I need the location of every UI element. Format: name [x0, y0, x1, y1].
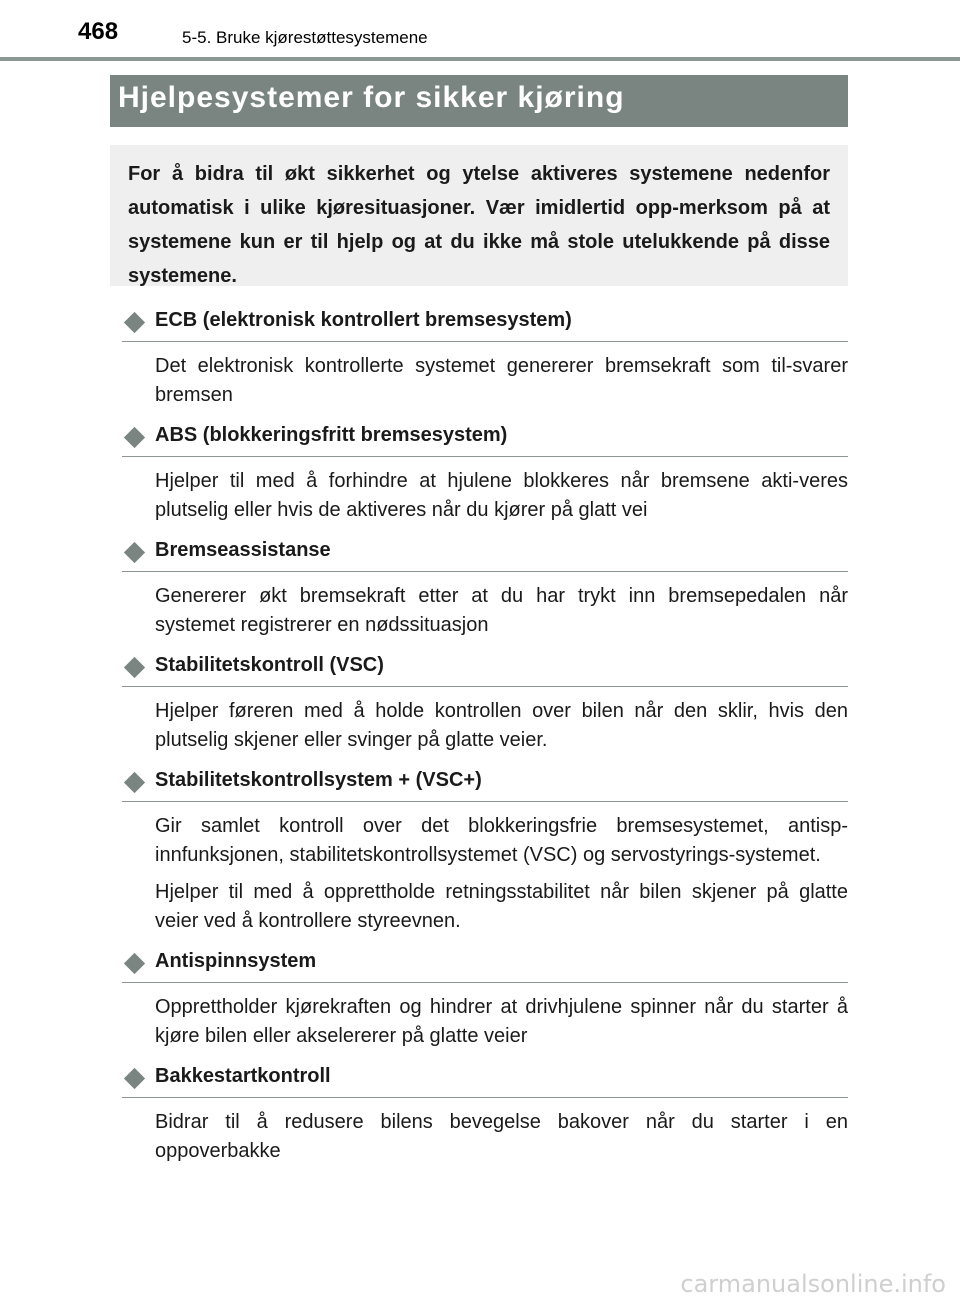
page-header — [78, 18, 960, 52]
diamond-bullet-icon — [124, 1068, 145, 1089]
feature-description: Genererer økt bremsekraft etter at du har trykt inn bremsepedalen når systemet registrerer en nødssituasjon — [155, 585, 848, 636]
feature-abs — [122, 420, 848, 525]
feature-ecb — [122, 305, 848, 410]
feature-description: Hjelper til med å forhindre at hjulene blokkeres når bremsene akti-veres plutselig eller hvis de aktiveres når du kjører på glatt vei — [155, 470, 848, 521]
feature-hill-start — [122, 1061, 848, 1166]
feature-list — [122, 305, 848, 1176]
intro-box — [110, 145, 848, 286]
feature-heading — [122, 535, 848, 572]
feature-heading — [122, 420, 848, 457]
intro-text: For å bidra til økt sikkerhet og ytelse aktiveres systemene nedenfor automatisk i ulike kjøresituasjoner. Vær imidlertid opp-merksom på at systemene kun er til hjelp og at du ikke må stole utelukkende på disse systemene. — [128, 163, 830, 287]
feature-title: Bakkestartkontroll — [155, 1065, 331, 1087]
diamond-bullet-icon — [124, 772, 145, 793]
section-reference: 5-5. Bruke kjørestøttesystemene — [182, 28, 428, 47]
feature-heading — [122, 1061, 848, 1098]
feature-description: Det elektronisk kontrollerte systemet genererer bremsekraft som til-svarer bremsen — [155, 355, 848, 406]
feature-title: Bremseassistanse — [155, 539, 331, 561]
feature-traction-control — [122, 946, 848, 1051]
diamond-bullet-icon — [124, 657, 145, 678]
diamond-bullet-icon — [124, 542, 145, 563]
feature-heading — [122, 765, 848, 802]
feature-description: Bidrar til å redusere bilens bevegelse bakover når du starter i en oppoverbakke — [155, 1111, 848, 1162]
diamond-bullet-icon — [124, 427, 145, 448]
feature-title: Stabilitetskontroll (VSC) — [155, 654, 384, 676]
feature-heading — [122, 305, 848, 342]
title-bar — [110, 75, 848, 127]
feature-vsc — [122, 650, 848, 755]
page-title: Hjelpesystemer for sikker kjøring — [118, 81, 625, 114]
watermark: carmanualsonline.info — [680, 1270, 946, 1298]
diamond-bullet-icon — [124, 312, 145, 333]
feature-description: Gir samlet kontroll over det blokkeringsfrie bremsesystemet, antisp-innfunksjonen, stabilitetskontrollsystemet (VSC) og servostyrings-systemet. — [155, 815, 848, 866]
feature-brake-assist — [122, 535, 848, 640]
feature-vsc-plus — [122, 765, 848, 936]
diamond-bullet-icon — [124, 953, 145, 974]
feature-heading — [122, 650, 848, 687]
feature-title: Antispinnsystem — [155, 950, 317, 972]
feature-heading — [122, 946, 848, 983]
page-number: 468 — [78, 18, 119, 45]
feature-description: Hjelper til med å opprettholde retningsstabilitet når bilen skjener på glatte veier ved å kontrollere styreevnen. — [155, 881, 848, 932]
feature-description: Opprettholder kjørekraften og hindrer at drivhjulene spinner når du starter å kjøre bilen eller akselererer på glatte veier — [155, 996, 848, 1047]
feature-title: Stabilitetskontrollsystem + (VSC+) — [155, 769, 482, 791]
feature-title: ABS (blokkeringsfritt bremsesystem) — [155, 424, 508, 446]
feature-title: ECB (elektronisk kontrollert bremsesystem) — [155, 309, 572, 331]
header-rule — [0, 57, 960, 61]
feature-description: Hjelper føreren med å holde kontrollen over bilen når den sklir, hvis den plutselig skjener eller svinger på glatte veier. — [155, 700, 848, 751]
